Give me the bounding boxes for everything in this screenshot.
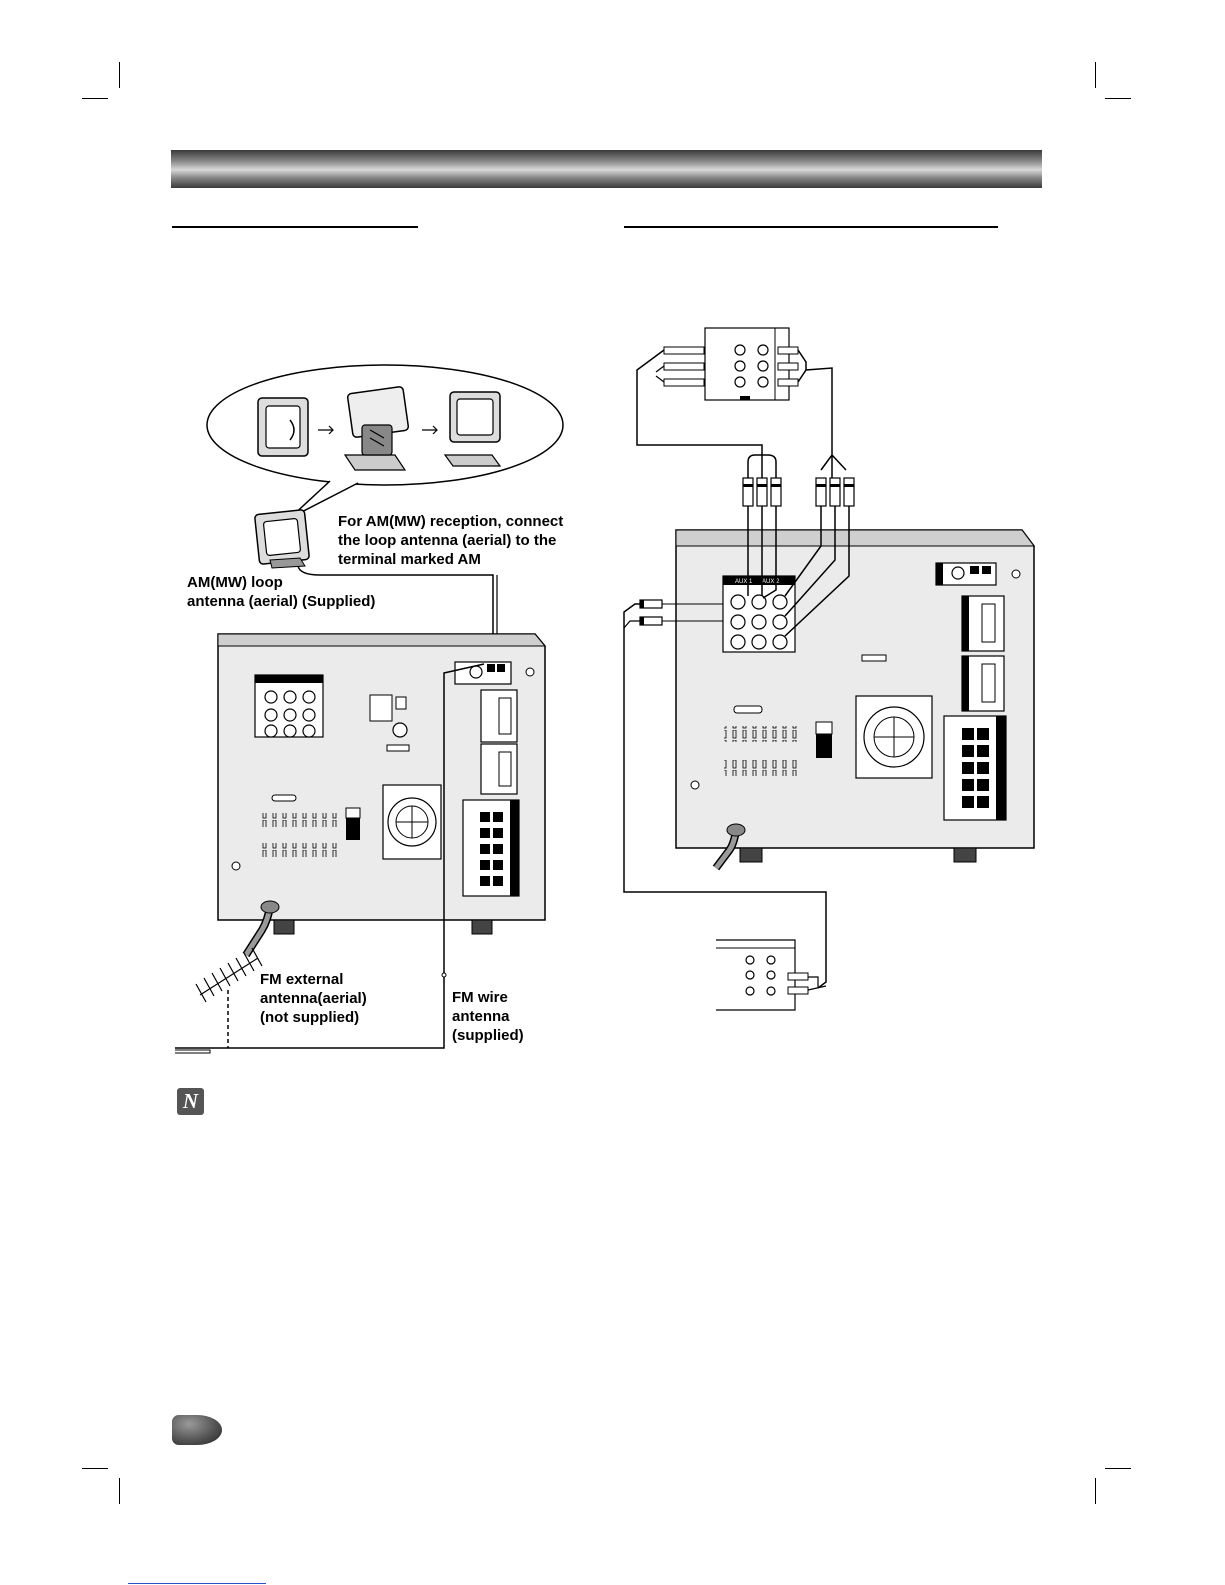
top-device-plugs-left (664, 347, 704, 386)
bottom-external-device (716, 940, 826, 1010)
am-loop-antenna-label: AM(MW) loop antenna (aerial) (Supplied) (187, 574, 376, 610)
antenna-assembly-bubble (207, 365, 563, 518)
rca-plugs-upper (743, 478, 854, 506)
loop-antenna-step3 (445, 392, 500, 466)
page-number-tab (172, 1415, 222, 1445)
top-device-plugs-right (778, 347, 798, 386)
right-unit-rear-panel (676, 530, 1034, 868)
bottom-link-underline (128, 1583, 266, 1584)
left-unit-rear-panel (218, 634, 545, 955)
fm-wire-antenna-label: FM wire antenna (supplied) (452, 989, 524, 1044)
am-loop-antenna (255, 510, 310, 568)
aux1-panel-mark: AUX 1 (735, 579, 753, 585)
aux2-panel-mark: AUX 2 (762, 579, 780, 585)
top-external-device (705, 328, 789, 400)
am-reception-instruction: For AM(MW) reception, connect the loop antenna (aerial) to the terminal marked AM (338, 513, 564, 568)
loop-antenna-step1 (258, 398, 308, 456)
fm-external-antenna (196, 948, 262, 1002)
fm-external-antenna-label: FM external antenna(aerial) (not supplied) (260, 971, 367, 1026)
note-icon: N (177, 1088, 204, 1115)
